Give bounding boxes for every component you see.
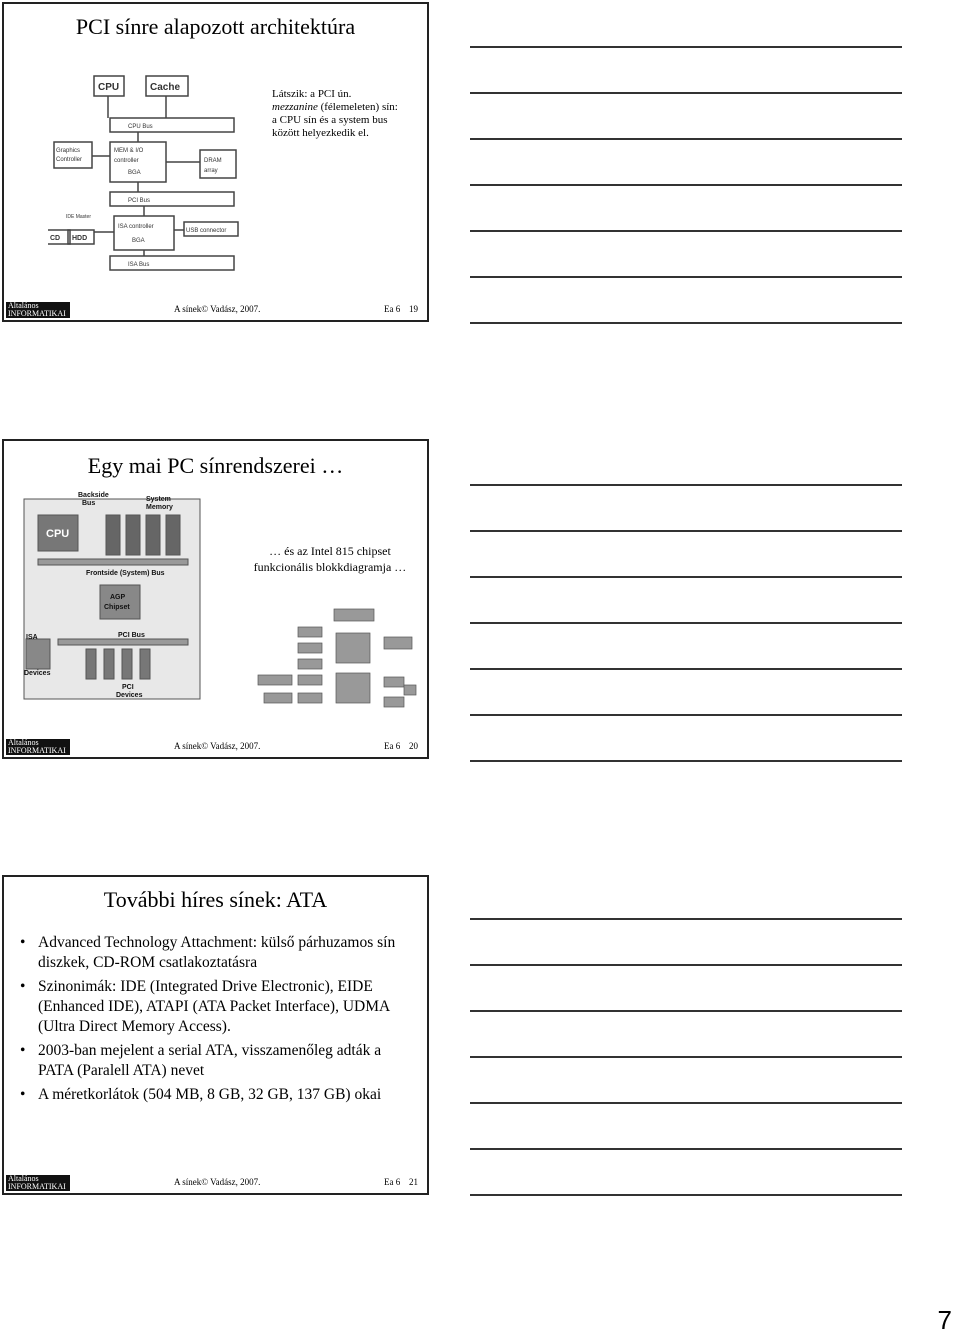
bullet-item: • Szinonimák: IDE (Integrated Drive Electronic), EIDE (Enhanced IDE), ATAPI (ATA Packet Interface), UDMA (Ultra Direct Memory Access). bbox=[18, 977, 417, 1037]
footer-lecture: Ea 6 bbox=[384, 741, 401, 751]
system-memory-label: System bbox=[146, 496, 171, 503]
footer-slide-number: 20 bbox=[409, 741, 418, 751]
caption-line: Látszik: a PCI ún. bbox=[272, 88, 352, 100]
note-line bbox=[470, 276, 902, 278]
note-line bbox=[470, 964, 902, 966]
bga2-label: BGA bbox=[132, 238, 145, 244]
backside-bus-label: Bus bbox=[82, 500, 96, 507]
slide-title: Egy mai PC sínrendszerei … bbox=[87, 453, 344, 478]
note-line bbox=[470, 1102, 902, 1104]
footer-lecture: Ea 6 bbox=[384, 1177, 401, 1187]
caption-line: mezzanine (félemeleten) sín: bbox=[272, 101, 398, 113]
mem-label: MEM & I/O bbox=[114, 148, 144, 154]
slide-title: PCI sínre alapozott architektúra bbox=[75, 14, 356, 39]
bullet-item: • A méretkorlátok (504 MB, 8 GB, 32 GB, 137 GB) okai bbox=[18, 1085, 417, 1105]
memory-label: Memory bbox=[146, 504, 173, 511]
backside-label: Backside bbox=[78, 492, 109, 499]
pci-label: PCI bbox=[122, 684, 134, 691]
bga-label: BGA bbox=[128, 170, 141, 176]
isa-label: ISA bbox=[26, 634, 38, 641]
pc-bus-diagram bbox=[22, 489, 202, 709]
caption-line: a CPU sín és a system bus bbox=[272, 114, 388, 126]
footer-slide-number: 19 bbox=[409, 304, 418, 314]
bullet-item: • 2003-ban mejelent a serial ATA, visszamenőleg adták a PATA (Paralell ATA) nevet bbox=[18, 1041, 417, 1081]
pci-bus-label: PCI Bus bbox=[118, 632, 145, 639]
footer-source: A sínek© Vadász, 2007. bbox=[174, 304, 261, 314]
slide-20 bbox=[2, 439, 429, 759]
note-line bbox=[470, 668, 902, 670]
note-line bbox=[470, 1148, 902, 1150]
slide-caption bbox=[230, 543, 429, 575]
department-logo: Általános INFORMATIKAI bbox=[6, 302, 70, 318]
caption-line: funkcionális blokkdiagramja … bbox=[253, 560, 407, 574]
isa-devices-label: Devices bbox=[24, 670, 51, 677]
footer-source: A sínek© Vadász, 2007. bbox=[174, 1177, 261, 1187]
pci-bus-label: PCI Bus bbox=[128, 198, 151, 204]
cpu-label: CPU bbox=[98, 82, 120, 93]
note-line bbox=[470, 484, 902, 486]
cpu-bus-label: CPU Bus bbox=[128, 124, 153, 130]
department-logo: Általános INFORMATIKAI bbox=[6, 739, 70, 755]
cache-label: Cache bbox=[150, 82, 181, 93]
graphics-label: Graphics bbox=[56, 148, 81, 154]
note-line bbox=[470, 92, 902, 94]
dram-label: DRAM bbox=[204, 158, 222, 164]
pci-architecture-diagram bbox=[48, 70, 268, 310]
controller-label: Controller bbox=[56, 157, 83, 163]
note-line bbox=[470, 530, 902, 532]
bullet-list bbox=[18, 933, 417, 1109]
hdd-label: HDD bbox=[72, 235, 88, 242]
chipset-label: Chipset bbox=[104, 604, 130, 611]
footer-slide-number: 21 bbox=[409, 1177, 418, 1187]
caption-line: között helyezkedik el. bbox=[272, 127, 369, 139]
usb-label: USB connector bbox=[186, 228, 227, 234]
pci-devices-label: Devices bbox=[116, 692, 143, 699]
slide-21 bbox=[2, 875, 429, 1195]
caption-line: … és az Intel 815 chipset bbox=[269, 544, 391, 558]
footer-lecture: Ea 6 bbox=[384, 304, 401, 314]
note-line bbox=[470, 138, 902, 140]
bullet-item: • Advanced Technology Attachment: külső párhuzamos sín diszkek, CD-ROM csatlakoztatásra bbox=[18, 933, 417, 973]
page-number: 7 bbox=[937, 1305, 952, 1335]
slide-caption bbox=[272, 88, 422, 140]
note-line bbox=[470, 184, 902, 186]
slide-19 bbox=[2, 2, 429, 322]
mem-controller-label: controller bbox=[114, 158, 139, 164]
note-line bbox=[470, 714, 902, 716]
cpu-label: CPU bbox=[46, 528, 70, 540]
note-line bbox=[470, 46, 902, 48]
department-logo: Általános INFORMATIKAI bbox=[6, 1175, 70, 1191]
cd-label: CD bbox=[50, 235, 61, 242]
isa-bus-label: ISA Bus bbox=[128, 262, 150, 268]
note-line bbox=[470, 1010, 902, 1012]
note-line bbox=[470, 622, 902, 624]
note-line bbox=[470, 1194, 902, 1196]
agp-label: AGP bbox=[110, 594, 126, 601]
footer-source: A sínek© Vadász, 2007. bbox=[174, 741, 261, 751]
note-line bbox=[470, 918, 902, 920]
note-line bbox=[470, 322, 902, 324]
isa-controller-label: ISA controller bbox=[118, 224, 154, 230]
note-line bbox=[470, 576, 902, 578]
intel-815-diagram bbox=[254, 607, 424, 717]
note-line bbox=[470, 230, 902, 232]
array-label: array bbox=[204, 168, 218, 174]
ide-master-label: IDE Master bbox=[66, 214, 92, 220]
slide-title: További híres sínek: ATA bbox=[103, 887, 328, 912]
note-line bbox=[470, 760, 902, 762]
note-line bbox=[470, 1056, 902, 1058]
frontside-bus-label: Frontside (System) Bus bbox=[86, 570, 165, 577]
